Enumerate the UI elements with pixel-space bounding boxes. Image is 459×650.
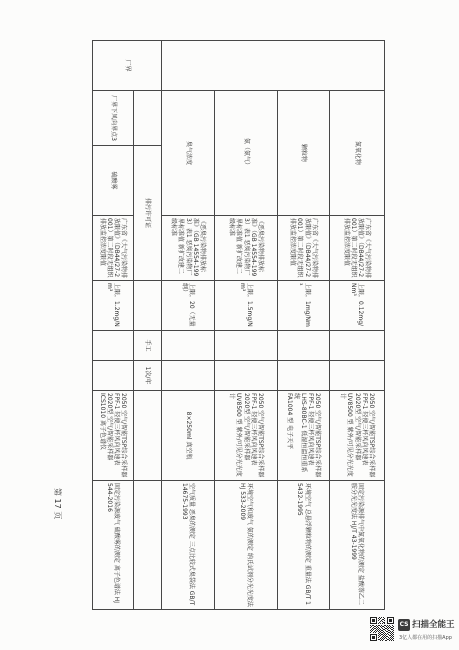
instrument-line: UV8500 型 紫外/可见分光光度计 — [228, 393, 243, 477]
frequency-cell — [329, 361, 384, 391]
pollutant-name: 颗粒物 — [300, 143, 308, 162]
standard-cell — [277, 216, 329, 281]
standard-text: 《恶臭污染物排放标准》（GB 14554-1993）表1 恶臭污染物厂界标准值 新扩改建二级标准 — [170, 218, 206, 277]
instrument-line: 2050 空气/智能TSP综合采样器 — [120, 393, 128, 478]
method-text: 环境空气 总悬浮颗粒物的测定 重量法 GB/T 15432-1995 — [296, 483, 311, 605]
mode-cell — [92, 331, 133, 361]
instrument-line: 2020型 空气/智能采样器 — [106, 393, 113, 461]
instrument-line: FPF-1 轻便三杯风向风速表 — [360, 393, 368, 466]
standard-text: 广东省《大气污染物排放限值》（DB44/27-2001）第二时段无组织排放监控浓度限值 — [98, 218, 128, 279]
watermark-brand: 扫描全能王 — [412, 620, 455, 630]
method-cell — [277, 481, 329, 610]
instrument-line: 2020型 空气/智能采样器 — [353, 393, 361, 461]
limit-cell — [277, 281, 329, 331]
monitoring-table — [92, 40, 385, 610]
pollutant-name: 氮氧化物 — [353, 140, 361, 165]
instrument-line: 2050 空气/智能TSP综合采样器 — [367, 393, 375, 478]
category-cell — [92, 41, 161, 91]
instrument-cell — [277, 391, 329, 481]
instrument-cell — [161, 391, 214, 481]
limit-cell — [214, 281, 277, 331]
limit-cell — [329, 281, 384, 331]
pollutant-cell — [277, 91, 329, 216]
instrument-line: 2050 空气/智能TSP综合采样器 — [256, 393, 264, 478]
frequency-cell — [133, 361, 161, 391]
limit-cell — [92, 281, 133, 331]
limit-text: 上限，20（无量纲） — [181, 283, 196, 327]
standard-cell — [92, 216, 133, 281]
pollutant-cell — [329, 91, 384, 216]
instrument-cell — [133, 391, 161, 481]
watermark-tagline: 3亿人都在用的扫描App — [399, 635, 452, 641]
mode-cell — [161, 331, 214, 361]
instrument-line: FPF-1 轻便三杯风向风速表 — [249, 393, 257, 466]
instrument-line: UV8500 型 紫外/可见分光光度计 — [339, 393, 354, 477]
mode-cell — [214, 331, 277, 361]
standard-cell — [161, 216, 214, 281]
standard-text: 广东省《大气污染物排放限值》（DB44/27-2001）第二时段无组织排放监控浓度限值 — [289, 218, 318, 279]
point-label: 厂界下风向界点3 — [109, 95, 117, 141]
standard-cell — [329, 216, 384, 281]
page-number: 第 17 页 — [53, 488, 62, 520]
method-text: 空气质量 恶臭的测定 三点比较式臭袋法 GB/T 14675-1993 — [181, 483, 196, 606]
frequency-cell — [277, 361, 329, 391]
method-text: 固定污染源排气中氮氧化物的测定 盐酸萘乙二胺分光光度法 HJ/T 43-1999 — [350, 483, 365, 605]
pollutant-cell — [161, 91, 214, 216]
limit-text: 上限，1.5mg/Nm³ — [239, 283, 254, 327]
limit-text: 上限，1mg/Nm³ — [296, 283, 311, 327]
pollutant-name: 臭气浓度 — [184, 140, 192, 165]
method-cell — [214, 481, 277, 610]
limit-text: 上限，0.12mg/Nm³ — [350, 283, 365, 327]
camscanner-logo: CS — [398, 619, 410, 631]
frequency-cell — [214, 361, 277, 391]
permit-cell — [133, 146, 161, 281]
mode-text: 手工 — [144, 339, 152, 352]
frequency-text: 1次/年 — [144, 366, 152, 385]
instrument-line: 2050 空气/智能TSP综合采样器 — [314, 393, 322, 478]
pollutant-name: 氨（氨气） — [242, 137, 250, 168]
method-cell — [133, 481, 161, 610]
instrument-line: FPF-1 轻便三杯风向风速表 — [113, 393, 121, 466]
instrument-cell — [92, 391, 133, 481]
pollutant-name: 硫酸雾 — [109, 171, 117, 190]
limit-cell — [161, 281, 214, 331]
instrument-line: 8×250ml 真空瓶 — [184, 411, 192, 460]
category-label: 厂界 — [123, 59, 131, 72]
instrument-line: FPF-1 轻便三杯风向风速表 — [307, 393, 315, 466]
instrument-line: 2020型 空气/智能采样器 — [242, 393, 250, 461]
mode-cell — [133, 331, 161, 361]
point-cell — [92, 91, 133, 146]
standard-text: 广东省《大气污染物排放限值》（DB44/27-2001）第二时段无组织排放监控浓度限值 — [342, 218, 372, 279]
method-cell — [329, 481, 384, 610]
category-cell-continued — [161, 41, 384, 91]
method-text: 固定污染源废气 硫酸雾的测定 离子色谱法 HJ 544-2016 — [106, 483, 121, 604]
point-cell-empty — [133, 91, 161, 146]
method-text: 环境空气和废气 氨的测定 纳氏试剂分光光度法 HJ 533-2009 — [239, 483, 254, 607]
instrument-line: FA1004 型 电子天平 — [285, 393, 293, 450]
mode-cell — [277, 331, 329, 361]
method-cell — [161, 481, 214, 610]
instrument-line: LHS-80BC-1 低湿恒温恒重系统 — [292, 393, 308, 473]
pollutant-cell — [214, 91, 277, 216]
instrument-line: ICS1010 离子色谱仪 — [98, 393, 106, 450]
method-cell — [92, 481, 133, 610]
limit-text: 上限，1.2mg/Nm³ — [106, 283, 121, 327]
standard-text: 《恶臭污染物排放标准》（GB 14554-1993）表1 恶臭污染物厂界标准值 新扩改建二级标准 — [228, 218, 264, 277]
permit-label: 排污许可证 — [144, 197, 152, 228]
frequency-cell — [92, 361, 133, 391]
qr-code-icon — [370, 617, 394, 641]
instrument-cell — [214, 391, 277, 481]
standard-cell — [214, 216, 277, 281]
pollutant-cell — [92, 146, 133, 216]
limit-cell — [133, 281, 161, 331]
frequency-cell — [161, 361, 214, 391]
mode-cell — [329, 331, 384, 361]
instrument-cell — [329, 391, 384, 481]
rotated-document-sheet — [45, 40, 385, 610]
